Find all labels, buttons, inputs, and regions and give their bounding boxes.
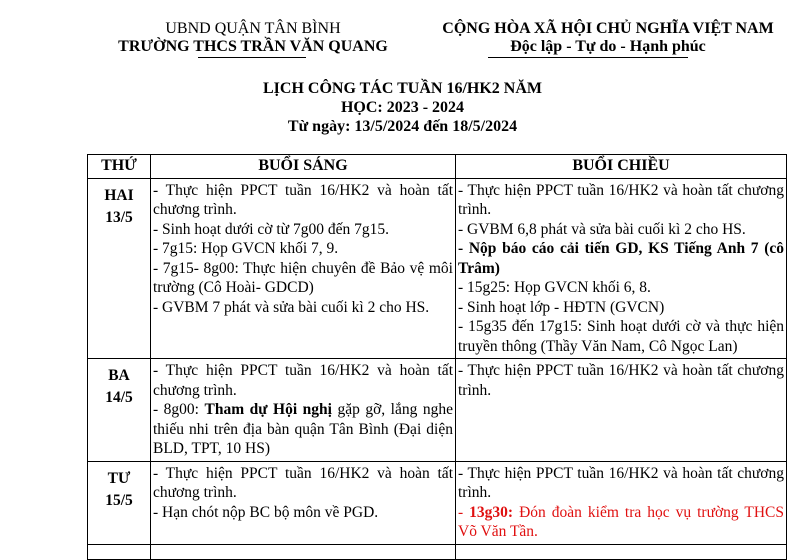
list-item: - Thực hiện PPCT tuần 16/HK2 và hoàn tất chương trình. (458, 464, 784, 501)
day-date: 14/5 (105, 389, 133, 406)
list-item: - Thực hiện PPCT tuần 16/HK2 và hoàn tất chương trình. (458, 181, 784, 218)
list-item: - 15g35 đến 17g15: Sinh hoạt dưới cờ và thực hiện truyền thông (Thầy Văn Nam, Cô Ngọc Lan) (458, 318, 784, 355)
morning-cell-wednesday (151, 461, 456, 544)
list-item-alert (458, 503, 784, 542)
day-date: 15/5 (105, 491, 133, 509)
list-item: - Thực hiện PPCT tuần 16/HK2 và hoàn tất chương trình. (153, 464, 453, 501)
schedule-date-range: Từ ngày: 13/5/2024 đến 18/5/2024 (287, 118, 518, 135)
day-cell-monday (88, 178, 151, 359)
col-header-afternoon: BUỔI CHIỀU (456, 155, 787, 179)
table-header-row (88, 155, 787, 179)
school-name: TRƯỜNG THCS TRẦN VĂN QUANG (118, 38, 388, 55)
list-item: - 7g15- 8g00: Thực hiện chuyên đề Bảo vệ môi trường (Cô Hoài- GDCD) (153, 259, 453, 296)
afternoon-cell-next (456, 544, 787, 559)
item-text: gặp gỡ, lắng nghe thiếu nhi trên địa bàn quận Tân Bình (Đại diện BLD, TPT, 10 HS) (153, 401, 453, 457)
list-item: - Thực hiện PPCT tuần 16/HK2 và hoàn tất chương trình. (458, 362, 784, 399)
school-name-underline (198, 57, 306, 58)
item-text: Đón đoàn kiểm tra học vụ trường THCS Võ Văn Tần. (458, 503, 785, 540)
day-name: HAI (104, 186, 134, 204)
col-header-day: THỨ (88, 155, 151, 179)
day-name: BA (108, 367, 130, 384)
day-cell-next (88, 544, 151, 559)
list-item: - Hạn chót nộp BC bộ môn về PGD. (153, 503, 379, 521)
item-time: 13g30: (469, 503, 514, 521)
list-item-highlight: - Nộp báo cáo cải tiến GD, KS Tiếng Anh 7 (cô Trâm) (458, 240, 784, 277)
day-date: 13/5 (105, 208, 133, 226)
list-item: - 15g25: Họp GVCN khối 6, 8. (458, 279, 651, 296)
list-item: - Thực hiện PPCT tuần 16/HK2 và hoàn tất chương trình. (153, 362, 453, 399)
table-row-tuesday (88, 359, 787, 462)
list-item: - 7g15: Họp GVCN khối 7, 9. (153, 240, 339, 257)
afternoon-cell-tuesday (456, 359, 787, 462)
table-row-monday (88, 178, 787, 359)
weekly-schedule-table (87, 154, 787, 560)
afternoon-cell-monday (456, 178, 787, 359)
list-item: - Sinh hoạt lớp - HĐTN (GVCN) (458, 298, 665, 316)
table-row-next-cutoff (88, 544, 787, 559)
list-item: - Thực hiện PPCT tuần 16/HK2 và hoàn tất chương trình. (153, 181, 453, 218)
day-name: TƯ (107, 469, 131, 487)
item-bold-text: Tham dự Hội nghị (204, 401, 332, 418)
list-item: - Sinh hoạt dưới cờ từ 7g00 đến 7g15. (153, 220, 389, 238)
document-header (0, 0, 805, 150)
afternoon-cell-wednesday (456, 461, 787, 544)
item-time: - 8g00: (153, 401, 205, 418)
morning-cell-tuesday (151, 359, 456, 462)
motto-underline (488, 57, 688, 58)
national-motto: Độc lập - Tự do - Hạnh phúc (510, 38, 706, 55)
list-item: - GVBM 6,8 phát và sửa bài cuối kì 2 cho HS. (458, 220, 746, 238)
morning-cell-next (151, 544, 456, 559)
day-cell-wednesday (88, 461, 151, 544)
table-row-wednesday (88, 461, 787, 544)
list-item (153, 400, 453, 459)
col-header-morning: BUỔI SÁNG (151, 155, 456, 179)
list-item: - GVBM 7 phát và sửa bài cuối kì 2 cho HS. (153, 298, 430, 316)
district-name: UBND QUẬN TÂN BÌNH (165, 20, 341, 37)
country-name: CỘNG HÒA XÃ HỘI CHỦ NGHĨA VIỆT NAM (442, 20, 774, 37)
morning-cell-monday (151, 178, 456, 359)
item-dash: - (458, 503, 470, 521)
schedule-title-line2: HỌC: 2023 - 2024 (340, 99, 465, 116)
schedule-title-line1: LỊCH CÔNG TÁC TUẦN 16/HK2 NĂM (263, 80, 542, 97)
day-cell-tuesday (88, 359, 151, 462)
